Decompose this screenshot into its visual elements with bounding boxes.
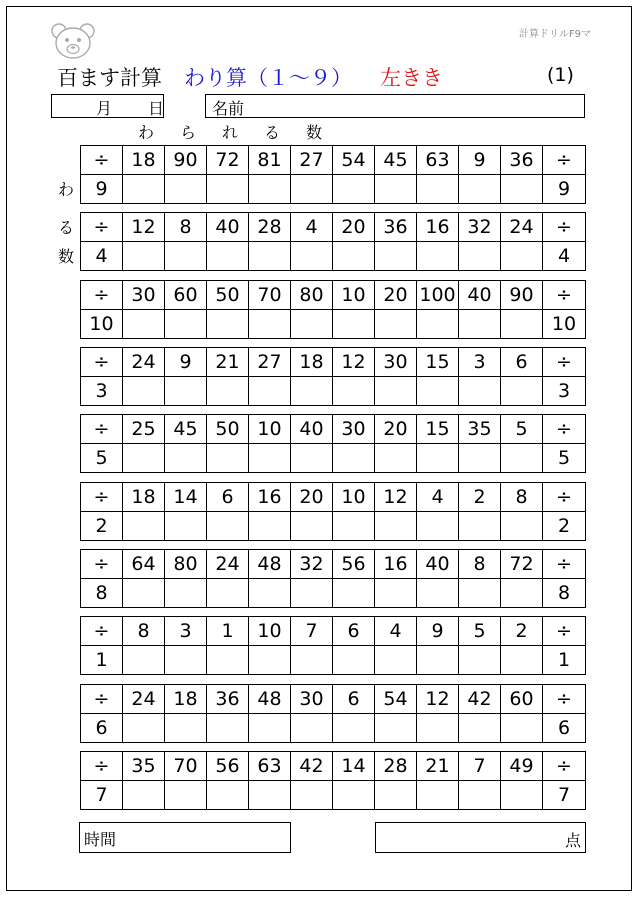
- answer-cell[interactable]: [123, 310, 165, 339]
- answer-cell[interactable]: [291, 714, 333, 743]
- dividend-cell: 32: [459, 213, 501, 242]
- divisor-label-char: わ: [58, 180, 75, 199]
- answer-cell[interactable]: [417, 175, 459, 204]
- problem-block: [80, 684, 586, 743]
- dividend-label-char: ら: [180, 123, 197, 142]
- dividend-cell: 8: [123, 617, 165, 646]
- divisor-cell: 2: [81, 512, 123, 541]
- answer-cell[interactable]: [165, 714, 207, 743]
- divide-sign: ÷: [543, 752, 586, 781]
- dividend-row: [81, 685, 586, 714]
- divide-sign: ÷: [543, 685, 586, 714]
- divide-sign: ÷: [81, 483, 123, 512]
- time-label: 時間: [84, 830, 117, 849]
- answer-cell[interactable]: [375, 781, 417, 810]
- dividend-cell: 6: [207, 483, 249, 512]
- answer-cell[interactable]: [417, 444, 459, 473]
- dividend-cell: 8: [459, 550, 501, 579]
- answer-cell[interactable]: [249, 579, 291, 608]
- answer-cell[interactable]: [123, 579, 165, 608]
- answer-cell[interactable]: [123, 714, 165, 743]
- dividend-cell: 30: [375, 348, 417, 377]
- dividend-cell: 10: [249, 617, 291, 646]
- divide-sign: ÷: [543, 483, 586, 512]
- answer-cell[interactable]: [249, 377, 291, 406]
- dividend-label-char: 数: [306, 123, 323, 142]
- answer-cell[interactable]: [249, 714, 291, 743]
- dividend-cell: 12: [375, 483, 417, 512]
- dividend-row: [81, 146, 586, 175]
- divisor-cell: 9: [543, 175, 586, 204]
- dividend-cell: 10: [333, 281, 375, 310]
- answer-cell[interactable]: [501, 444, 543, 473]
- problem-block: [80, 616, 586, 675]
- answer-cell[interactable]: [375, 377, 417, 406]
- dividend-cell: 15: [417, 348, 459, 377]
- dividend-cell: 10: [249, 415, 291, 444]
- dividend-cell: 18: [291, 348, 333, 377]
- answer-cell[interactable]: [459, 579, 501, 608]
- divide-sign: ÷: [543, 213, 586, 242]
- dividend-cell: 54: [375, 685, 417, 714]
- answer-row: [81, 377, 586, 406]
- dividend-cell: 50: [207, 415, 249, 444]
- dividend-cell: 81: [249, 146, 291, 175]
- dividend-cell: 12: [123, 213, 165, 242]
- dividend-cell: 36: [207, 685, 249, 714]
- answer-cell[interactable]: [207, 310, 249, 339]
- divisor-cell: 4: [81, 242, 123, 271]
- answer-cell[interactable]: [165, 310, 207, 339]
- page-number: (1): [547, 64, 574, 86]
- dividend-cell: 9: [417, 617, 459, 646]
- answer-cell[interactable]: [459, 646, 501, 675]
- answer-row: [81, 714, 586, 743]
- dividend-cell: 20: [375, 281, 417, 310]
- divide-sign: ÷: [81, 281, 123, 310]
- dividend-cell: 40: [417, 550, 459, 579]
- answer-cell[interactable]: [375, 714, 417, 743]
- answer-cell[interactable]: [417, 714, 459, 743]
- dividend-cell: 12: [333, 348, 375, 377]
- answer-cell[interactable]: [375, 242, 417, 271]
- divisor-label-char: る: [58, 218, 75, 237]
- answer-cell[interactable]: [249, 242, 291, 271]
- answer-cell[interactable]: [123, 444, 165, 473]
- dividend-cell: 49: [501, 752, 543, 781]
- answer-cell[interactable]: [165, 512, 207, 541]
- answer-row: [81, 444, 586, 473]
- answer-cell[interactable]: [207, 512, 249, 541]
- month-label: 月: [96, 99, 113, 118]
- dividend-cell: 18: [165, 685, 207, 714]
- divide-sign: ÷: [81, 550, 123, 579]
- answer-cell[interactable]: [207, 646, 249, 675]
- name-field[interactable]: [205, 94, 585, 118]
- answer-cell[interactable]: [501, 646, 543, 675]
- dividend-cell: 28: [249, 213, 291, 242]
- dividend-cell: 5: [459, 617, 501, 646]
- answer-cell[interactable]: [417, 310, 459, 339]
- dividend-cell: 2: [459, 483, 501, 512]
- dividend-cell: 7: [459, 752, 501, 781]
- day-label: 日: [148, 99, 165, 118]
- answer-cell[interactable]: [291, 310, 333, 339]
- dividend-cell: 72: [207, 146, 249, 175]
- dividend-cell: 3: [459, 348, 501, 377]
- answer-cell[interactable]: [375, 444, 417, 473]
- answer-cell[interactable]: [459, 781, 501, 810]
- answer-cell[interactable]: [333, 781, 375, 810]
- divisor-cell: 7: [81, 781, 123, 810]
- dividend-cell: 42: [291, 752, 333, 781]
- score-field[interactable]: [375, 822, 586, 853]
- divide-sign: ÷: [543, 146, 586, 175]
- dividend-cell: 36: [501, 146, 543, 175]
- answer-cell[interactable]: [249, 512, 291, 541]
- dividend-row: [81, 550, 586, 579]
- site-name: 計算ドリルF9マ: [518, 29, 591, 40]
- answer-row: [81, 646, 586, 675]
- dividend-cell: 35: [123, 752, 165, 781]
- answer-cell[interactable]: [249, 310, 291, 339]
- dividend-cell: 30: [291, 685, 333, 714]
- answer-cell[interactable]: [501, 714, 543, 743]
- answer-cell[interactable]: [249, 781, 291, 810]
- answer-cell[interactable]: [501, 781, 543, 810]
- answer-cell[interactable]: [291, 579, 333, 608]
- answer-cell[interactable]: [249, 175, 291, 204]
- answer-cell[interactable]: [417, 579, 459, 608]
- answer-cell[interactable]: [459, 512, 501, 541]
- answer-cell[interactable]: [417, 512, 459, 541]
- dividend-row: [81, 348, 586, 377]
- answer-cell[interactable]: [375, 646, 417, 675]
- dividend-cell: 4: [417, 483, 459, 512]
- answer-cell[interactable]: [165, 646, 207, 675]
- divide-sign: ÷: [543, 348, 586, 377]
- answer-cell[interactable]: [333, 646, 375, 675]
- title-main: 百ます計算: [57, 66, 162, 90]
- dividend-cell: 16: [249, 483, 291, 512]
- answer-cell[interactable]: [501, 175, 543, 204]
- answer-cell[interactable]: [375, 175, 417, 204]
- divisor-cell: 5: [543, 444, 586, 473]
- answer-row: [81, 310, 586, 339]
- dividend-cell: 3: [165, 617, 207, 646]
- dividend-cell: 6: [501, 348, 543, 377]
- name-label: 名前: [212, 99, 245, 118]
- divisor-cell: 4: [543, 242, 586, 271]
- answer-cell[interactable]: [291, 242, 333, 271]
- answer-cell[interactable]: [333, 377, 375, 406]
- dividend-cell: 9: [165, 348, 207, 377]
- answer-row: [81, 175, 586, 204]
- answer-cell[interactable]: [291, 646, 333, 675]
- answer-cell[interactable]: [165, 444, 207, 473]
- divide-sign: ÷: [81, 213, 123, 242]
- answer-row: [81, 242, 586, 271]
- answer-cell[interactable]: [207, 714, 249, 743]
- answer-cell[interactable]: [333, 242, 375, 271]
- dividend-cell: 54: [333, 146, 375, 175]
- answer-row: [81, 781, 586, 810]
- dividend-cell: 14: [333, 752, 375, 781]
- answer-cell[interactable]: [501, 377, 543, 406]
- problem-block: [80, 145, 586, 204]
- title-sub: わり算（１～９）: [184, 66, 352, 90]
- answer-cell[interactable]: [459, 175, 501, 204]
- dividend-row: [81, 213, 586, 242]
- divisor-cell: 5: [81, 444, 123, 473]
- dividend-cell: 18: [123, 483, 165, 512]
- answer-cell[interactable]: [375, 310, 417, 339]
- score-label: 点: [564, 831, 581, 850]
- answer-cell[interactable]: [207, 377, 249, 406]
- answer-cell[interactable]: [501, 512, 543, 541]
- answer-cell[interactable]: [501, 579, 543, 608]
- answer-cell[interactable]: [207, 242, 249, 271]
- dividend-cell: 56: [333, 550, 375, 579]
- dividend-cell: 30: [333, 415, 375, 444]
- dividend-cell: 42: [459, 685, 501, 714]
- divisor-cell: 3: [543, 377, 586, 406]
- answer-cell[interactable]: [417, 646, 459, 675]
- dividend-cell: 36: [375, 213, 417, 242]
- divisor-cell: 1: [543, 646, 586, 675]
- answer-cell[interactable]: [459, 377, 501, 406]
- divisor-cell: 7: [543, 781, 586, 810]
- dividend-cell: 14: [165, 483, 207, 512]
- dividend-cell: 28: [375, 752, 417, 781]
- dividend-cell: 90: [501, 281, 543, 310]
- answer-cell[interactable]: [123, 512, 165, 541]
- dividend-cell: 30: [123, 281, 165, 310]
- answer-cell[interactable]: [291, 781, 333, 810]
- page-title: [57, 62, 443, 92]
- dividend-cell: 16: [417, 213, 459, 242]
- date-field[interactable]: [51, 94, 164, 118]
- dividend-cell: 20: [375, 415, 417, 444]
- dividend-cell: 20: [333, 213, 375, 242]
- dividend-cell: 24: [501, 213, 543, 242]
- answer-cell[interactable]: [291, 175, 333, 204]
- dividend-cell: 6: [333, 617, 375, 646]
- answer-cell[interactable]: [375, 579, 417, 608]
- answer-cell[interactable]: [459, 714, 501, 743]
- dividend-row: [81, 415, 586, 444]
- dividend-cell: 12: [417, 685, 459, 714]
- dividend-row: [81, 281, 586, 310]
- divisor-cell: 10: [543, 310, 586, 339]
- dividend-cell: 63: [417, 146, 459, 175]
- divisor-cell: 3: [81, 377, 123, 406]
- dividend-cell: 20: [291, 483, 333, 512]
- answer-cell[interactable]: [165, 579, 207, 608]
- dividend-cell: 24: [123, 348, 165, 377]
- dividend-cell: 8: [501, 483, 543, 512]
- answer-cell[interactable]: [333, 512, 375, 541]
- dividend-cell: 70: [165, 752, 207, 781]
- answer-cell[interactable]: [249, 444, 291, 473]
- dividend-cell: 24: [207, 550, 249, 579]
- divisor-cell: 10: [81, 310, 123, 339]
- dividend-cell: 27: [291, 146, 333, 175]
- divide-sign: ÷: [543, 550, 586, 579]
- dividend-cell: 9: [459, 146, 501, 175]
- problem-block: [80, 751, 586, 810]
- answer-cell[interactable]: [123, 377, 165, 406]
- dividend-cell: 1: [207, 617, 249, 646]
- bear-logo-icon: [50, 22, 96, 60]
- dividend-cell: 80: [291, 281, 333, 310]
- answer-cell[interactable]: [123, 781, 165, 810]
- answer-cell[interactable]: [501, 310, 543, 339]
- dividend-cell: 25: [123, 415, 165, 444]
- divisor-cell: 6: [81, 714, 123, 743]
- answer-cell[interactable]: [459, 242, 501, 271]
- dividend-row: [81, 483, 586, 512]
- divide-sign: ÷: [81, 617, 123, 646]
- answer-cell[interactable]: [375, 512, 417, 541]
- answer-cell[interactable]: [333, 310, 375, 339]
- dividend-cell: 6: [333, 685, 375, 714]
- dividend-cell: 16: [375, 550, 417, 579]
- divisor-label-char: 数: [58, 247, 75, 266]
- divide-sign: ÷: [81, 415, 123, 444]
- divide-sign: ÷: [543, 415, 586, 444]
- answer-cell[interactable]: [333, 714, 375, 743]
- dividend-cell: 10: [333, 483, 375, 512]
- answer-row: [81, 512, 586, 541]
- divisor-cell: 1: [81, 646, 123, 675]
- dividend-cell: 27: [249, 348, 291, 377]
- dividend-label-char: る: [264, 123, 281, 142]
- answer-cell[interactable]: [207, 444, 249, 473]
- answer-cell[interactable]: [291, 444, 333, 473]
- dividend-cell: 40: [291, 415, 333, 444]
- answer-cell[interactable]: [291, 377, 333, 406]
- answer-cell[interactable]: [123, 175, 165, 204]
- dividend-cell: 48: [249, 550, 291, 579]
- dividend-cell: 24: [123, 685, 165, 714]
- problem-block: [80, 549, 586, 608]
- answer-cell[interactable]: [459, 310, 501, 339]
- problem-block: [80, 347, 586, 406]
- dividend-cell: 60: [501, 685, 543, 714]
- dividend-cell: 18: [123, 146, 165, 175]
- dividend-cell: 40: [459, 281, 501, 310]
- answer-row: [81, 579, 586, 608]
- divisor-cell: 2: [543, 512, 586, 541]
- answer-cell[interactable]: [291, 512, 333, 541]
- dividend-cell: 8: [165, 213, 207, 242]
- answer-cell[interactable]: [417, 377, 459, 406]
- answer-cell[interactable]: [123, 646, 165, 675]
- answer-cell[interactable]: [165, 242, 207, 271]
- dividend-cell: 7: [291, 617, 333, 646]
- dividend-label-char: わ: [138, 123, 155, 142]
- answer-cell[interactable]: [207, 175, 249, 204]
- dividend-cell: 63: [249, 752, 291, 781]
- answer-cell[interactable]: [459, 444, 501, 473]
- answer-cell[interactable]: [165, 377, 207, 406]
- dividend-cell: 90: [165, 146, 207, 175]
- answer-cell[interactable]: [207, 579, 249, 608]
- dividend-cell: 45: [165, 415, 207, 444]
- dividend-cell: 21: [417, 752, 459, 781]
- problem-block: [80, 280, 586, 339]
- dividend-cell: 50: [207, 281, 249, 310]
- answer-cell[interactable]: [123, 242, 165, 271]
- answer-cell[interactable]: [249, 646, 291, 675]
- answer-cell[interactable]: [417, 781, 459, 810]
- dividend-cell: 21: [207, 348, 249, 377]
- dividend-row: [81, 617, 586, 646]
- problem-block: [80, 482, 586, 541]
- dividend-cell: 80: [165, 550, 207, 579]
- answer-cell[interactable]: [207, 781, 249, 810]
- title-hand: 左きき: [380, 66, 443, 90]
- answer-cell[interactable]: [165, 781, 207, 810]
- answer-cell[interactable]: [501, 242, 543, 271]
- dividend-row: [81, 752, 586, 781]
- divide-sign: ÷: [81, 752, 123, 781]
- divide-sign: ÷: [81, 348, 123, 377]
- dividend-cell: 64: [123, 550, 165, 579]
- divisor-cell: 8: [543, 579, 586, 608]
- answer-cell[interactable]: [333, 175, 375, 204]
- dividend-cell: 35: [459, 415, 501, 444]
- problem-block: [80, 414, 586, 473]
- dividend-cell: 32: [291, 550, 333, 579]
- dividend-cell: 48: [249, 685, 291, 714]
- dividend-cell: 5: [501, 415, 543, 444]
- divisor-cell: 9: [81, 175, 123, 204]
- problem-block: [80, 212, 586, 271]
- divisor-cell: 6: [543, 714, 586, 743]
- dividend-cell: 70: [249, 281, 291, 310]
- dividend-cell: 40: [207, 213, 249, 242]
- dividend-cell: 45: [375, 146, 417, 175]
- divide-sign: ÷: [81, 146, 123, 175]
- answer-cell[interactable]: [333, 579, 375, 608]
- dividend-cell: 100: [417, 281, 459, 310]
- time-field[interactable]: [79, 822, 291, 853]
- dividend-cell: 2: [501, 617, 543, 646]
- dividend-cell: 4: [375, 617, 417, 646]
- answer-cell[interactable]: [165, 175, 207, 204]
- dividend-cell: 60: [165, 281, 207, 310]
- divide-sign: ÷: [543, 281, 586, 310]
- answer-cell[interactable]: [333, 444, 375, 473]
- dividend-cell: 4: [291, 213, 333, 242]
- dividend-label-char: れ: [222, 123, 239, 142]
- answer-cell[interactable]: [417, 242, 459, 271]
- divide-sign: ÷: [543, 617, 586, 646]
- dividend-cell: 56: [207, 752, 249, 781]
- dividend-cell: 15: [417, 415, 459, 444]
- divide-sign: ÷: [81, 685, 123, 714]
- dividend-cell: 72: [501, 550, 543, 579]
- divisor-cell: 8: [81, 579, 123, 608]
